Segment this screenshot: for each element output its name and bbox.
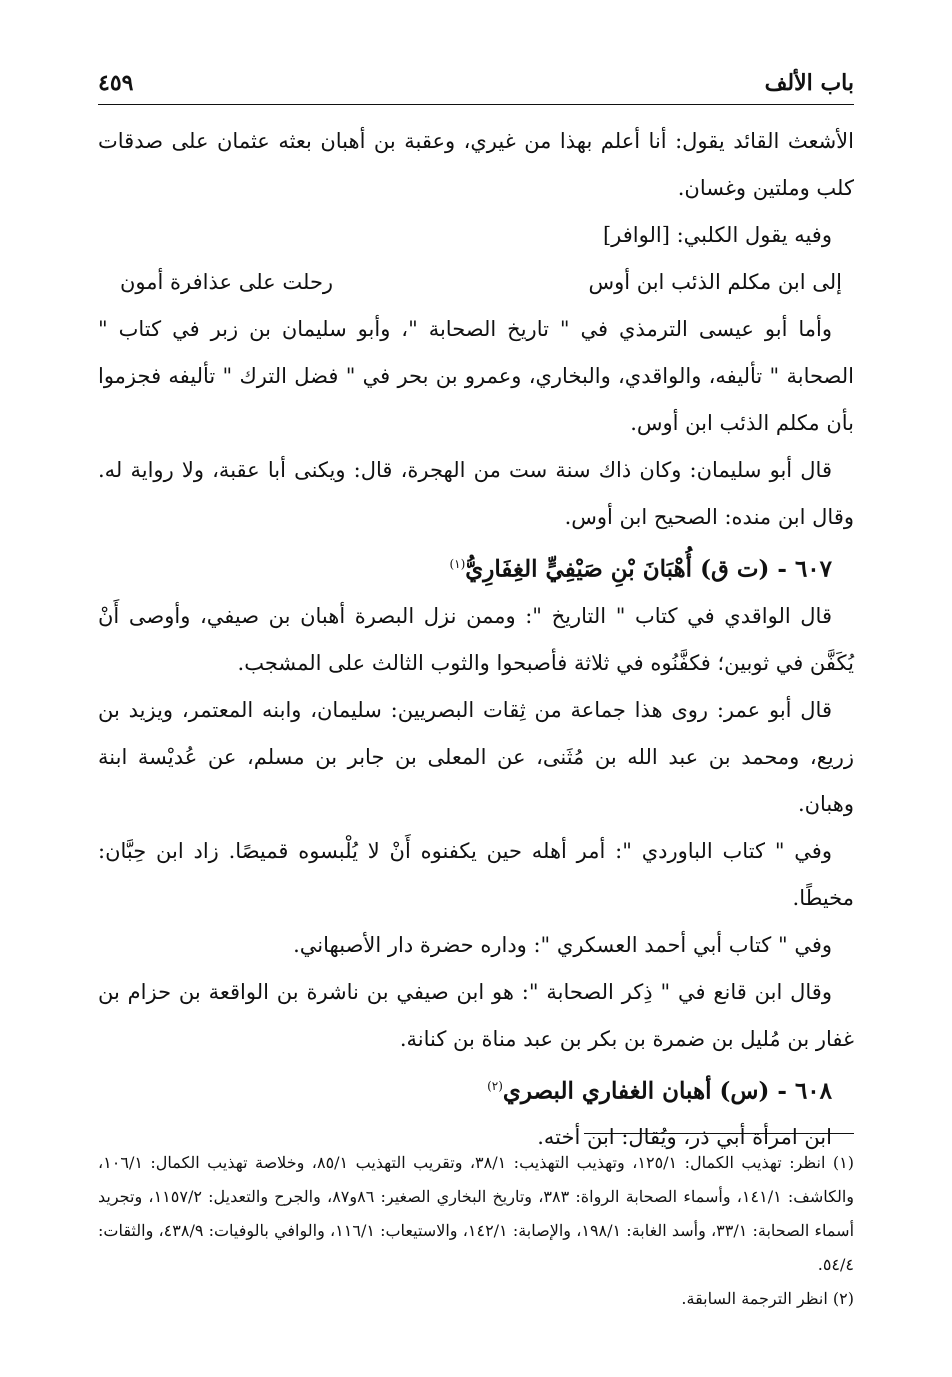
entry-name: (ت ق) أُهْبَانَ بْنِ صَيْفِيٍّ الغِفَارِيُّ — [465, 555, 770, 583]
poetry-verse — [98, 259, 854, 306]
paragraph: قال أبو عمر: روى هذا جماعة من ثِقات البصريين: سليمان، وابنه المعتمر، ويزيد بن زريع، ومحمد بن عبد الله بن مُثَنى، عن المعلى بن جابر بن مسلم، عن عُديْسة ابنة وهبان. — [98, 697, 854, 816]
page-header — [98, 62, 854, 105]
paragraph: وفي " كتاب الباوردي ": أمر أهله حين يكفنوه أَنْ لا يُلْبسوه قميصًا. زاد ابن حِبَّان: مخيطًا. — [98, 838, 854, 910]
paragraph: الأشعث القائد يقول: أنا أعلم بهذا من غيري، وعقبة بن أهبان بعثه عثمان على صدقات كلب وملتين وغسان. — [98, 129, 854, 200]
footnotes — [98, 1146, 854, 1316]
page-number: ٤٥٩ — [98, 70, 134, 96]
paragraph: وأما أبو عيسى الترمذي في " تاريخ الصحابة "، وأبو سليمان بن زبر في كتاب " الصحابة " تأليفه، والواقدي، والبخاري، وعمرو بن بحر في " فضل الترك " تأليفه فجزموا بأن مكلم الذئب ابن أوس. — [98, 317, 854, 435]
footnote-marker: (١) — [449, 557, 466, 571]
footnote-marker: (٢) — [487, 1078, 503, 1093]
paragraph: وفي " كتاب أبي أحمد العسكري ": وداره حضرة دار الأصبهاني. — [293, 932, 832, 957]
paragraph: وفيه يقول الكلبي: [الوافر] — [602, 223, 832, 247]
paragraph: قال أبو سليمان: وكان ذاك سنة ست من الهجرة، قال: ويكنى أبا عقبة، ولا رواية له. وقال ابن منده: الصحيح ابن أوس. — [98, 458, 854, 529]
entry-number: ٦٠٨ - — [777, 1077, 832, 1105]
entry-name: (س) أهبان الغفاري البصري — [502, 1077, 770, 1105]
verse-hemistich-second: رحلت على عذافرة أمون — [120, 270, 334, 294]
footnote-2: (٢) انظر الترجمة السابقة. — [681, 1289, 854, 1308]
footnote-divider — [584, 1133, 854, 1134]
entry-heading-607 — [98, 541, 854, 593]
verse-hemistich-first: إلى ابن مكلم الذئب ابن أوس — [588, 270, 842, 294]
paragraph: ابن امرأة أبي ذر، ويُقال: ابن أخته. — [537, 1125, 832, 1150]
paragraph: قال الواقدي في كتاب " التاريخ ": وممن نزل البصرة أهبان بن صيفي، وأوصى أَنْ يُكَفَّن في ثوبين؛ فكفَّنُوه في ثلاثة فأصبحوا والثوب الثالث على المشجب. — [98, 603, 854, 675]
entry-number: ٦٠٧ - — [777, 555, 832, 583]
entry-heading-608 — [98, 1063, 854, 1115]
chapter-title: باب الألف — [764, 70, 854, 96]
paragraph: وقال ابن قانع في " ذِكر الصحابة ": هو ابن صيفي بن ناشرة بن الواقعة بن حزام بن غفار بن مُليل بن ضمرة بن بكر بن عبد مناة بن كنانة. — [98, 979, 854, 1051]
main-text — [98, 118, 854, 1161]
footnote-1: (١) انظر: تهذيب الكمال: ١٢٥/١، وتهذيب التهذيب: ٣٨/١، وتقريب التهذيب ٨٥/١، وخلاصة تهذيب الكمال: ١٠٦/١، والكاشف: ١٤١/١، وأسماء الصحابة الرواة: ٣٨٣، وتاريخ البخاري الصغير: ٨٦و٨٧، والجرح والتعديل: ١١٥٧/٢، وتجريد أسماء الصحابة: ٣٣/١، وأسد الغابة: ١٩٨/١، والإصابة: ١٤٢/١، والاستيعاب: ١١٦/١، والوافي بالوفيات: ٤٣٨/٩، والثقات: ٥٤/٤. — [98, 1153, 855, 1274]
